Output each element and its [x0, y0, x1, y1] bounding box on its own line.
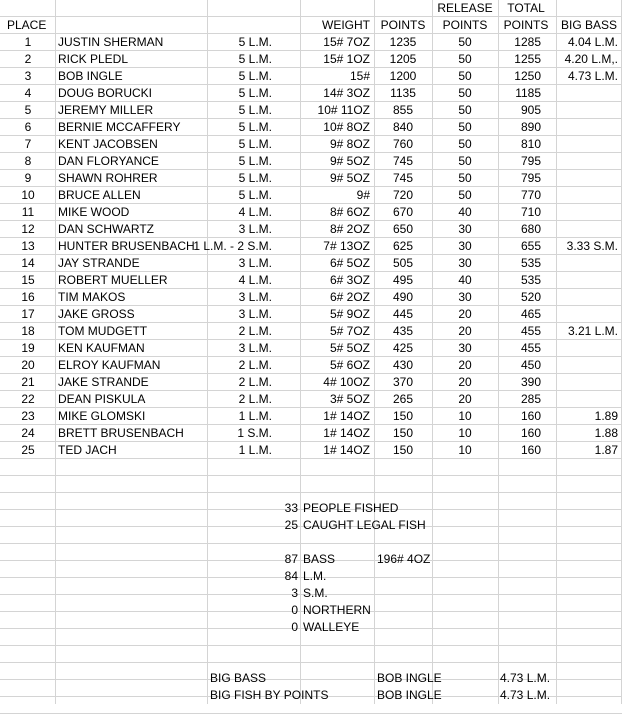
- cell-points: 1235: [389, 35, 417, 49]
- grid-row-line: [0, 646, 622, 663]
- cell-fish-count: 3 L.M.: [238, 256, 272, 270]
- cell-weight: 5# 5OZ: [329, 341, 370, 355]
- cell-name: TED JACH: [58, 443, 117, 457]
- cell-release-points: 40: [458, 273, 472, 287]
- cell-name: JAKE STRANDE: [58, 375, 149, 389]
- cell-fish-count: 2 L.M.: [238, 392, 272, 406]
- cell-fish-count: 5 L.M.: [238, 120, 272, 134]
- cell-place: 18: [21, 324, 35, 338]
- cell-big-bass: 1.88: [594, 426, 618, 440]
- cell-weight: 8# 6OZ: [329, 205, 370, 219]
- cell-place: 14: [21, 256, 35, 270]
- cell-place: 5: [24, 103, 32, 117]
- cell-release-points: 50: [458, 154, 472, 168]
- cell-weight: 9# 5OZ: [329, 171, 370, 185]
- cell-release-points: 50: [458, 86, 472, 100]
- cell-name: JAKE GROSS: [58, 307, 135, 321]
- walleye-label: WALLEYE: [303, 620, 360, 634]
- cell-points: 150: [392, 443, 414, 457]
- cell-place: 2: [24, 52, 32, 66]
- cell-place: 6: [24, 120, 32, 134]
- cell-total-points: 520: [520, 290, 541, 304]
- cell-points: 1135: [390, 86, 416, 100]
- cell-place: 17: [21, 307, 35, 321]
- cell-weight: 6# 5OZ: [329, 256, 370, 270]
- cell-name: RICK PLEDL: [58, 52, 129, 66]
- cell-points: 490: [392, 290, 414, 304]
- cell-release-points: 30: [458, 256, 472, 270]
- award-big-fish-name: BOB INGLE: [377, 688, 442, 702]
- cell-place: 4: [24, 86, 32, 100]
- header-total-line1: TOTAL: [507, 1, 545, 15]
- cell-points: 650: [392, 222, 414, 236]
- cell-name: ELROY KAUFMAN: [58, 358, 161, 372]
- bass-count: 87: [284, 552, 298, 566]
- cell-points: 445: [392, 307, 414, 321]
- cell-total-points: 680: [520, 222, 541, 236]
- cell-weight: 6# 2OZ: [329, 290, 370, 304]
- cell-total-points: 770: [520, 188, 541, 202]
- cell-total-points: 1255: [514, 52, 541, 66]
- cell-name: JEREMY MILLER: [58, 103, 154, 117]
- cell-fish-count: 2 L.M.: [238, 375, 272, 389]
- cell-weight: 14# 3OZ: [323, 86, 370, 100]
- cell-points: 370: [392, 375, 414, 389]
- northern-count: 0: [291, 603, 298, 617]
- cell-total-points: 710: [520, 205, 541, 219]
- cell-release-points: 50: [458, 137, 472, 151]
- cell-release-points: 20: [458, 358, 472, 372]
- cell-place: 1: [24, 35, 32, 49]
- bass-weight: 196# 4OZ: [377, 552, 431, 566]
- cell-fish-count: 5 L.M.: [238, 35, 272, 49]
- cell-release-points: 50: [458, 120, 472, 134]
- cell-total-points: 535: [520, 256, 541, 270]
- cell-weight: 1# 14OZ: [323, 409, 370, 423]
- cell-name: BRETT BRUSENBACH: [58, 426, 184, 440]
- cell-release-points: 30: [458, 222, 472, 236]
- cell-fish-count: 5 L.M.: [238, 86, 272, 100]
- cell-total-points: 465: [520, 307, 541, 321]
- cell-place: 20: [21, 358, 35, 372]
- cell-weight: 5# 7OZ: [329, 324, 370, 338]
- cell-fish-count: 1 S.M.: [237, 426, 272, 440]
- cell-weight: 8# 2OZ: [329, 222, 370, 236]
- cell-place: 3: [24, 69, 32, 83]
- cell-total-points: 455: [520, 324, 541, 338]
- lm-label: L.M.: [303, 569, 327, 583]
- cell-fish-count: 3 L.M.: [238, 307, 272, 321]
- cell-release-points: 30: [458, 341, 472, 355]
- cell-points: 430: [392, 358, 414, 372]
- cell-fish-count: 5 L.M.: [238, 188, 272, 202]
- sm-count: 3: [291, 586, 298, 600]
- cell-weight: 5# 6OZ: [329, 358, 370, 372]
- cell-release-points: 10: [458, 426, 472, 440]
- cell-fish-count: 1 L.M.: [238, 409, 272, 423]
- cell-big-bass: 3.21 L.M.: [567, 324, 618, 338]
- cell-total-points: 795: [520, 171, 541, 185]
- cell-total-points: 160: [520, 426, 541, 440]
- cell-place: 8: [24, 154, 32, 168]
- cell-place: 9: [24, 171, 32, 185]
- cell-total-points: 890: [520, 120, 541, 134]
- cell-fish-count: 1 L.M. - 2 S.M.: [193, 239, 272, 253]
- cell-release-points: 20: [458, 375, 472, 389]
- cell-name: KEN KAUFMAN: [58, 341, 145, 355]
- cell-fish-count: 1 L.M.: [238, 443, 272, 457]
- cell-name: MIKE WOOD: [58, 205, 130, 219]
- cell-weight: 1# 14OZ: [323, 426, 370, 440]
- cell-points: 495: [392, 273, 414, 287]
- cell-name: TOM MUDGETT: [58, 324, 148, 338]
- cell-points: 435: [392, 324, 414, 338]
- cell-total-points: 655: [520, 239, 541, 253]
- cell-weight: 6# 3OZ: [329, 273, 370, 287]
- cell-name: JAY STRANDE: [58, 256, 140, 270]
- header-total-line2: POINTS: [503, 18, 549, 32]
- cell-total-points: 455: [520, 341, 541, 355]
- cell-weight: 5# 9OZ: [329, 307, 370, 321]
- cell-name: ROBERT MUELLER: [58, 273, 168, 287]
- cell-name: KENT JACOBSEN: [58, 137, 158, 151]
- cell-total-points: 1185: [515, 86, 541, 100]
- cell-release-points: 50: [458, 52, 472, 66]
- cell-fish-count: 3 L.M.: [238, 341, 272, 355]
- cell-weight: 3# 5OZ: [329, 392, 370, 406]
- cell-points: 425: [392, 341, 414, 355]
- cell-weight: 10# 11OZ: [317, 103, 370, 117]
- cell-points: 625: [392, 239, 414, 253]
- cell-total-points: 810: [520, 137, 541, 151]
- cell-place: 7: [24, 137, 32, 151]
- cell-fish-count: 5 L.M.: [238, 171, 272, 185]
- cell-big-bass: 4.73 L.M.: [567, 69, 618, 83]
- cell-fish-count: 5 L.M.: [238, 52, 272, 66]
- cell-points: 1200: [389, 69, 417, 83]
- cell-weight: 15#: [349, 69, 370, 83]
- cell-total-points: 535: [520, 273, 541, 287]
- cell-total-points: 390: [520, 375, 541, 389]
- bass-label: BASS: [303, 552, 336, 566]
- cell-points: 840: [392, 120, 414, 134]
- cell-fish-count: 5 L.M.: [238, 137, 272, 151]
- cell-weight: 7# 13OZ: [323, 239, 370, 253]
- cell-fish-count: 3 L.M.: [238, 222, 272, 236]
- cell-place: 22: [21, 392, 35, 406]
- header-place: PLACE: [7, 18, 47, 32]
- cell-big-bass: 4.04 L.M.: [567, 35, 618, 49]
- cell-place: 24: [21, 426, 35, 440]
- cell-total-points: 795: [520, 154, 541, 168]
- cell-place: 12: [21, 222, 35, 236]
- cell-release-points: 50: [458, 188, 472, 202]
- cell-points: 745: [392, 171, 414, 185]
- cell-weight: 1# 14OZ: [323, 443, 370, 457]
- cell-place: 15: [21, 273, 35, 287]
- people-fished-label: PEOPLE FISHED: [303, 501, 399, 515]
- cell-weight: 9# 8OZ: [329, 137, 370, 151]
- cell-points: 1205: [389, 52, 417, 66]
- cell-weight: 9#: [356, 188, 370, 202]
- header-release-line1: RELEASE: [437, 1, 493, 15]
- northern-label: NORTHERN: [303, 603, 371, 617]
- cell-name: BOB INGLE: [58, 69, 123, 83]
- cell-release-points: 40: [458, 205, 472, 219]
- cell-fish-count: 4 L.M.: [238, 273, 272, 287]
- cell-name: DAN FLORYANCE: [58, 154, 159, 168]
- sm-label: S.M.: [303, 586, 328, 600]
- cell-total-points: 905: [520, 103, 541, 117]
- cell-name: BRUCE ALLEN: [58, 188, 141, 202]
- cell-name: TIM MAKOS: [58, 290, 126, 304]
- cell-total-points: 285: [520, 392, 541, 406]
- cell-weight: 4# 10OZ: [323, 375, 370, 389]
- walleye-count: 0: [291, 620, 298, 634]
- cell-points: 150: [392, 409, 414, 423]
- header-points: POINTS: [380, 18, 426, 32]
- grid-row-line: [0, 459, 622, 476]
- cell-release-points: 10: [458, 409, 472, 423]
- cell-place: 25: [21, 443, 35, 457]
- cell-points: 745: [392, 154, 414, 168]
- cell-fish-count: 2 L.M.: [238, 358, 272, 372]
- cell-points: 265: [392, 392, 414, 406]
- grid-column-line: [556, 0, 557, 704]
- cell-big-bass: 1.87: [594, 443, 618, 457]
- header-big-bass: BIG BASS: [560, 18, 618, 32]
- cell-points: 150: [392, 426, 414, 440]
- cell-place: 19: [21, 341, 35, 355]
- cell-weight: 15# 1OZ: [323, 52, 370, 66]
- cell-place: 11: [21, 205, 35, 219]
- cell-total-points: 450: [520, 358, 541, 372]
- cell-fish-count: 2 L.M.: [238, 324, 272, 338]
- award-big-bass-name: BOB INGLE: [377, 671, 442, 685]
- cell-points: 720: [392, 188, 414, 202]
- award-big-fish-label: BIG FISH BY POINTS: [210, 688, 329, 702]
- cell-release-points: 50: [458, 103, 472, 117]
- cell-fish-count: 3 L.M.: [238, 290, 272, 304]
- cell-points: 670: [392, 205, 414, 219]
- cell-total-points: 1250: [514, 69, 541, 83]
- cell-big-bass: 4.20 L.M,.: [564, 52, 618, 66]
- cell-place: 13: [21, 239, 35, 253]
- cell-weight: 15# 7OZ: [323, 35, 370, 49]
- award-big-bass-value: 4.73 L.M.: [500, 671, 551, 685]
- cell-release-points: 30: [458, 239, 472, 253]
- caught-legal-count: 25: [284, 518, 298, 532]
- cell-points: 505: [392, 256, 414, 270]
- cell-name: MIKE GLOMSKI: [58, 409, 146, 423]
- cell-fish-count: 5 L.M.: [238, 103, 272, 117]
- cell-total-points: 160: [520, 443, 541, 457]
- cell-place: 10: [21, 188, 35, 202]
- cell-total-points: 160: [520, 409, 541, 423]
- cell-big-bass: 1.89: [594, 409, 618, 423]
- caught-legal-label: CAUGHT LEGAL FISH: [303, 518, 426, 532]
- cell-release-points: 50: [458, 69, 472, 83]
- cell-release-points: 20: [458, 324, 472, 338]
- people-fished-count: 33: [284, 501, 298, 515]
- cell-name: DAN SCHWARTZ: [58, 222, 154, 236]
- cell-big-bass: 3.33 S.M.: [566, 239, 618, 253]
- cell-release-points: 50: [458, 35, 472, 49]
- cell-total-points: 1285: [514, 35, 541, 49]
- cell-points: 855: [392, 103, 414, 117]
- cell-release-points: 50: [458, 171, 472, 185]
- cell-release-points: 30: [458, 290, 472, 304]
- cell-weight: 9# 5OZ: [329, 154, 370, 168]
- cell-release-points: 20: [458, 307, 472, 321]
- cell-release-points: 20: [458, 392, 472, 406]
- cell-name: SHAWN ROHRER: [58, 171, 158, 185]
- header-weight: WEIGHT: [322, 18, 370, 32]
- grid-row-line: [0, 476, 622, 493]
- cell-name: DOUG BORUCKI: [58, 86, 153, 100]
- cell-place: 21: [21, 375, 35, 389]
- cell-fish-count: 5 L.M.: [238, 154, 272, 168]
- cell-release-points: 10: [458, 443, 472, 457]
- cell-weight: 10# 8OZ: [323, 120, 370, 134]
- grid-column-line: [55, 0, 56, 704]
- cell-name: DEAN PISKULA: [58, 392, 146, 406]
- award-big-fish-value: 4.73 L.M.: [500, 688, 551, 702]
- cell-fish-count: 4 L.M.: [238, 205, 272, 219]
- cell-fish-count: 5 L.M.: [238, 69, 272, 83]
- cell-place: 16: [21, 290, 35, 304]
- cell-name: BERNIE MCCAFFERY: [58, 120, 181, 134]
- cell-name: HUNTER BRUSENBACH: [58, 239, 195, 253]
- lm-count: 84: [284, 569, 298, 583]
- cell-name: JUSTIN SHERMAN: [58, 35, 164, 49]
- cell-place: 23: [21, 409, 35, 423]
- cell-points: 760: [392, 137, 414, 151]
- award-big-bass-label: BIG BASS: [210, 671, 267, 685]
- header-release-line2: POINTS: [442, 18, 488, 32]
